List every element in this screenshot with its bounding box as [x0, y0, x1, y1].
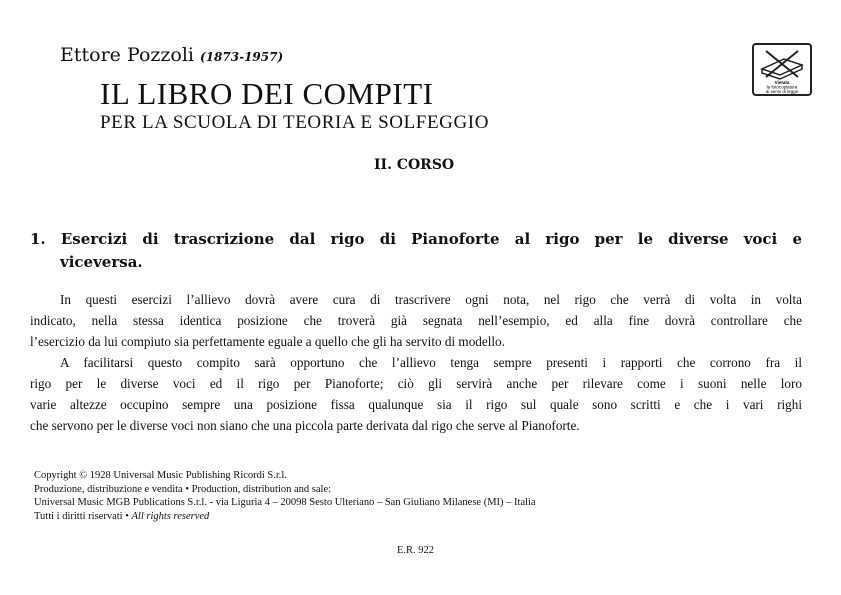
body-line: rigo per le diverse voci ed il rigo per Pianoforte; ciò gli servirà anche per rilevare come i suoni nelle loro: [30, 376, 802, 391]
no-photocopy-stamp-icon: [752, 43, 812, 96]
svg-text:ai sensi di legge: ai sensi di legge: [765, 89, 799, 94]
edition-code: E.R. 922: [397, 545, 435, 556]
page-subtitle: PER LA SCUOLA DI TEORIA E SOLFEGGIO: [100, 112, 490, 133]
rights-italian: Tutti i diritti riservati •: [34, 510, 129, 522]
copyright-block: [34, 469, 536, 523]
body-line: A facilitarsi questo compito sarà opportuno che l’allievo tenga sempre presenti i rapporti che corrono fra il: [60, 355, 802, 370]
section-heading-line: viceversa.: [60, 253, 143, 271]
author-name: Ettore Pozzoli: [60, 44, 195, 66]
page-title: IL LIBRO DEI COMPITI: [100, 76, 434, 111]
body-line: indicato, nella stessa identica posizione che troverà già segnata nell’esempio, ed alla fine dovrà controllare che: [30, 313, 802, 328]
rights-line: [34, 510, 536, 524]
author: [60, 44, 283, 66]
svg-text:Vietata: Vietata: [774, 80, 790, 85]
section-heading: [30, 228, 802, 274]
author-years: (1873-1957): [200, 50, 284, 64]
body-line: In questi esercizi l’allievo dovrà avere cura di trascrivere ogni nota, nel rigo che verrà di volta in volta: [60, 292, 802, 307]
copyright-line: Copyright © 1928 Universal Music Publishing Ricordi S.r.l.: [34, 470, 287, 481]
body-text: [30, 289, 802, 436]
section-heading-line: 1. Esercizi di trascrizione dal rigo di Pianoforte al rigo per le diverse voci e: [30, 230, 802, 248]
body-line: che servono per le diverse voci non siano che una piccola parte derivata dal rigo che serve al Pianoforte.: [30, 418, 580, 433]
body-line: varie altezze occupino sempre una posizione fissa qualunque sia il rigo sul quale sono scritti e che i vari righi: [30, 397, 802, 412]
publisher-line: Universal Music MGB Publications S.r.l. - via Liguria 4 – 20098 Sesto Ulteriano – San Giuliano Milanese (MI) – Italia: [34, 497, 536, 509]
svg-text:la fotocopiatura: la fotocopiatura: [766, 84, 798, 90]
body-line: l’esercizio da lui compiuto sia perfettamente eguale a quello che gli ha servito di modello.: [30, 334, 505, 349]
distribution-line: Produzione, distribuzione e vendita • Production, distribution and sale:: [34, 483, 332, 495]
rights-english: All rights reserved: [131, 510, 210, 522]
course-label: II. CORSO: [374, 157, 455, 173]
